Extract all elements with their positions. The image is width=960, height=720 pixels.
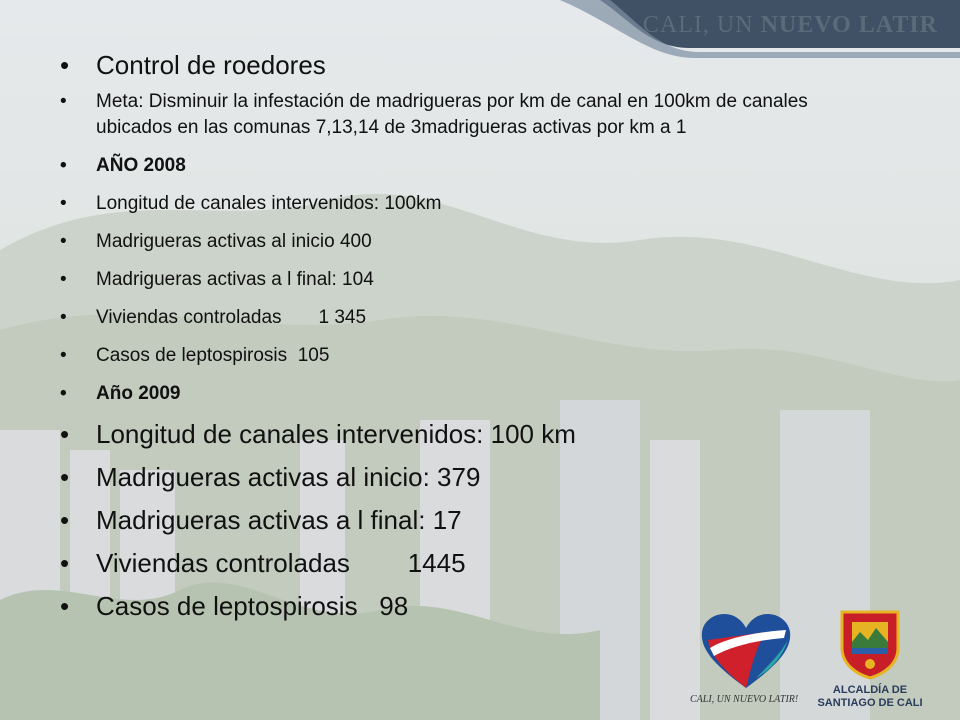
list-item: • Longitud de canales intervenidos: 100 km <box>60 419 860 450</box>
list-item: • Madrigueras activas al inicio 400 <box>60 229 860 255</box>
heart-logo-icon <box>696 608 796 694</box>
shield-caption-line2: SANTIAGO DE CALI <box>817 697 923 709</box>
list-item: • Madrigueras activas al inicio: 379 <box>60 462 860 493</box>
shield-caption-line1: ALCALDÍA DE <box>832 684 908 696</box>
list-item: • Control de roedores <box>60 50 860 81</box>
heart-logo-caption: CALI, UN NUEVO LATIR! <box>690 694 799 705</box>
brand-wordmark <box>643 12 938 39</box>
list-item: • Madrigueras activas a l final: 17 <box>60 505 860 536</box>
list-item: • Casos de leptospirosis 105 <box>60 343 860 369</box>
brand-prefix: CALI, UN <box>642 12 754 38</box>
brand-emphasis: NUEVO LATIR <box>760 12 938 38</box>
list-item: • Viviendas controladas 1445 <box>60 548 860 579</box>
footer-logos <box>686 606 960 720</box>
coat-of-arms-icon <box>838 608 902 680</box>
list-item: • Meta: Disminuir la infestación de madrigueras por km de canal en 100km de canales ubicados en las comunas 7,13,14 de 3madrigueras activas por km a 1 <box>60 89 860 141</box>
shield-logo-caption <box>810 684 930 710</box>
list-item: • Año 2009 <box>60 381 860 407</box>
bullet-list <box>60 50 860 634</box>
list-item: • Viviendas controladas 1 345 <box>60 305 860 331</box>
list-item: • AÑO 2008 <box>60 153 860 179</box>
list-item: • Madrigueras activas a l final: 104 <box>60 267 860 293</box>
list-item: • Longitud de canales intervenidos: 100km <box>60 191 860 217</box>
list-item: • Casos de leptospirosis 98 <box>60 591 860 622</box>
